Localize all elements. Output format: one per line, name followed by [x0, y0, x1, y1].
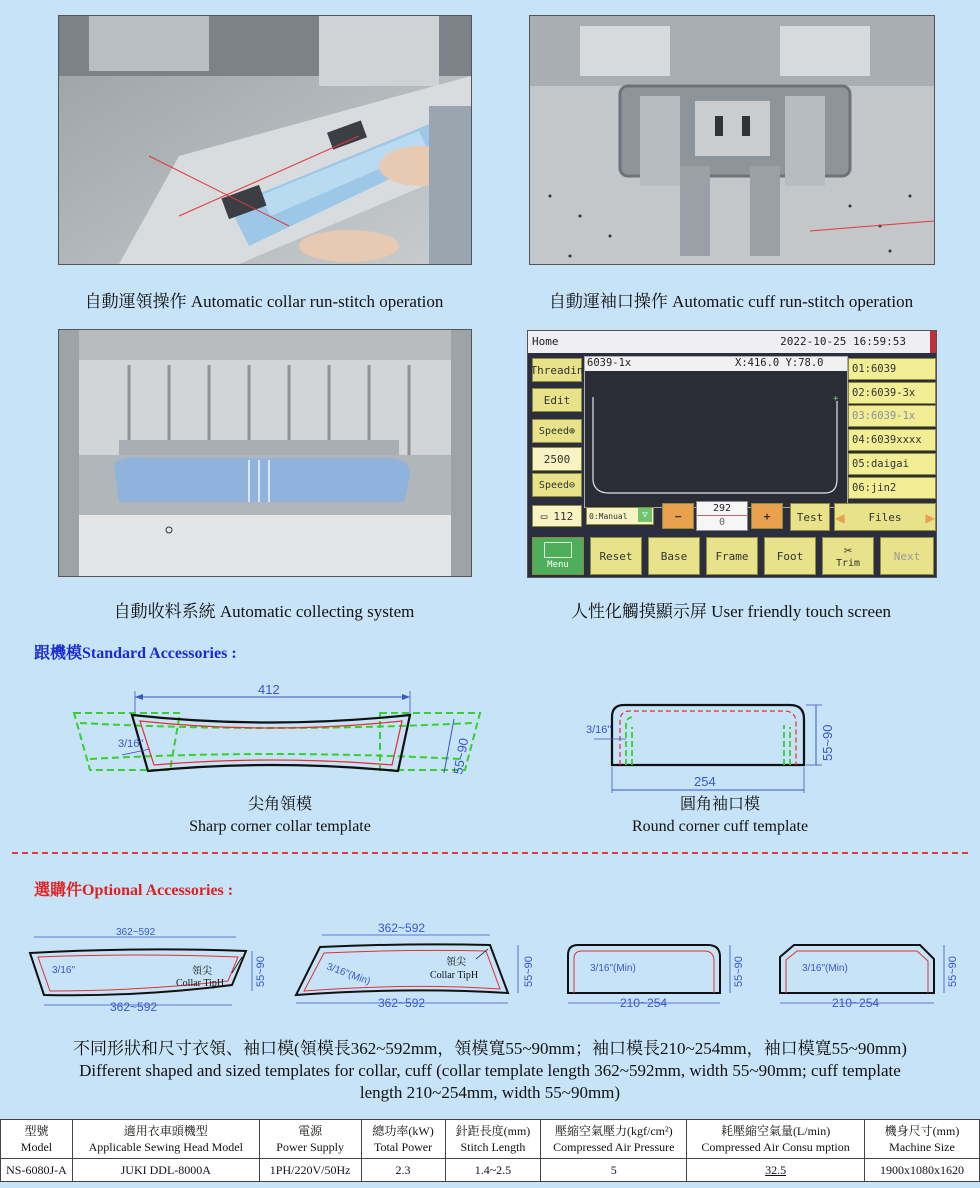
spec-cell-air-consumption: 32.5	[687, 1159, 865, 1182]
cuff-operation-photo	[529, 15, 935, 265]
hmi-counter-top: 292	[712, 503, 732, 514]
hmi-counter-bottom: 0	[697, 515, 747, 529]
hmi-count-value: 112	[553, 509, 574, 523]
hmi-base-button: Base	[648, 537, 700, 575]
hmi-file-2: 02:6039-3x	[848, 382, 936, 404]
standard-cuff-length-dim: 254	[694, 774, 716, 789]
sharp-collar-label-cn: 尖角領模	[247, 796, 312, 813]
hmi-speed-down-button	[532, 473, 582, 497]
opt4-width: 55~90	[947, 956, 959, 987]
opt1-bottom-length: 362~592	[110, 1000, 158, 1014]
standard-cuff-width-dim: 55~90	[820, 724, 835, 761]
optional-description-en-1: Different shaped and sized templates for collar, cuff (collar template length 362~592mm, width 55~90mm; cuff template	[79, 1061, 901, 1080]
hmi-next-button: Next	[880, 537, 934, 575]
opt1-seam: 3/16"	[52, 965, 76, 976]
spec-cell-total-power: 2.3	[361, 1159, 445, 1182]
hmi-counter-box	[696, 501, 748, 531]
hmi-files-nav	[834, 503, 936, 531]
hmi-menu-icon	[544, 542, 572, 558]
minus-icon: ⊖	[569, 479, 576, 491]
touch-screen-photo	[527, 330, 937, 578]
hmi-reset-button: Reset	[590, 537, 642, 575]
hmi-pattern-trace	[585, 371, 847, 507]
collecting-system-caption: 自動收料系統 Automatic collecting system	[113, 602, 415, 621]
hmi-pattern-header	[585, 357, 847, 371]
hmi-plus-icon: +	[763, 509, 771, 523]
touch-screen-caption: 人性化觸摸顯示屏 User friendly touch screen	[570, 602, 892, 621]
cuff-photo-illustration	[530, 16, 934, 264]
hmi-datetime: 2022-10-25 16:59:53	[780, 335, 906, 348]
optional-description-cn: 不同形狀和尺寸衣領、袖口模(領模長362~592mm，領模寬55~90mm；袖口模長210~254mm，袖口模寬55~90mm)	[73, 1039, 907, 1058]
hmi-speed-down-label: Speed	[538, 479, 570, 491]
hmi-file-3: 03:6039-1x	[848, 405, 936, 427]
hmi-trim-label: Trim	[835, 557, 861, 569]
hmi-mode-select	[586, 507, 654, 525]
hmi-file-4: 04:6039xxxx	[848, 429, 936, 451]
spec-header-model: 型號 Model	[1, 1120, 73, 1159]
hmi-red-corner	[930, 331, 936, 353]
optional-template-3	[568, 945, 745, 1010]
chevron-down-icon: ▽	[638, 508, 652, 522]
optional-accessories-title: 選購件Optional Accessories :	[34, 882, 234, 899]
opt3-length: 210~254	[620, 996, 668, 1010]
hmi-file-1: 01:6039	[848, 358, 936, 380]
spec-header-air-pressure: 壓縮空氣壓力(kgf/cm²) Compressed Air Pressure	[541, 1120, 687, 1159]
spec-cell-model: NS-6080J-A	[1, 1159, 73, 1182]
standard-accessories-title: 跟機模Standard Accessories :	[34, 645, 237, 662]
optional-template-2	[296, 921, 535, 1010]
hmi-home-label: Home	[532, 335, 559, 348]
hmi-file-5: 05:daigai	[848, 453, 936, 475]
hmi-menu-label: Menu	[547, 560, 569, 570]
round-cuff-label-cn: 圓角袖口模	[679, 796, 760, 813]
hmi-top-bar	[528, 331, 936, 353]
collar-photo-illustration	[59, 16, 471, 264]
opt2-width: 55~90	[523, 956, 535, 987]
opt2-tip-en: Collar TipH	[430, 970, 479, 981]
hmi-pattern-canvas	[584, 356, 848, 508]
spec-cell-air-pressure: 5	[541, 1159, 687, 1182]
hmi-test-button: Test	[790, 503, 830, 531]
round-cuff-template-drawing	[580, 695, 840, 795]
hmi-decrement-button	[662, 503, 694, 529]
hmi-mode-value: 0:Manual	[589, 511, 628, 521]
spec-cell-power-supply: 1PH/220V/50Hz	[259, 1159, 361, 1182]
hmi-speed-up-button	[532, 419, 582, 443]
standard-collar-seam-dim: 3/16"	[118, 738, 144, 750]
opt1-top-length: 362~592	[116, 927, 156, 938]
opt1-tip-en: Collar TipH	[176, 978, 225, 989]
sharp-collar-template-drawing	[60, 675, 500, 795]
hmi-minus-icon: −	[674, 509, 682, 523]
spec-header-stitch-length: 針距長度(mm) Stitch Length	[445, 1120, 541, 1159]
spec-header-air-consumption: 耗壓縮空氣量(L/min) Compressed Air Consu mption	[687, 1120, 865, 1159]
hmi-frame-button: Frame	[706, 537, 758, 575]
cuff-operation-caption: 自動運袖口操作 Automatic cuff run-stitch operation	[548, 292, 914, 311]
spec-table	[0, 1119, 980, 1182]
spec-header-row	[1, 1120, 980, 1159]
optional-templates-drawing	[0, 915, 980, 1015]
hmi-trim-button	[822, 537, 874, 575]
section-divider	[12, 852, 968, 854]
opt2-tip-cn: 領尖	[446, 957, 466, 968]
opt1-tip-cn: 領尖	[192, 966, 212, 977]
standard-collar-length-dim: 412	[258, 682, 280, 697]
scissors-icon: ✂	[843, 542, 853, 559]
hmi-speed-value: 2500	[532, 447, 582, 471]
opt2-top-length: 362~592	[378, 921, 426, 935]
chevron-left-icon: ◀	[835, 507, 845, 527]
sharp-collar-label-en: Sharp corner collar template	[189, 818, 371, 835]
spec-header-machine-size: 機身尺寸(mm) Machine Size	[864, 1120, 979, 1159]
spec-cell-stitch-length: 1.4~2.5	[445, 1159, 541, 1182]
spec-cell-machine-size: 1900x1080x1620	[864, 1159, 979, 1182]
collar-operation-caption: 自動運領操作 Automatic collar run-stitch operation	[84, 292, 444, 311]
spec-header-total-power: 總功率(kW) Total Power	[361, 1120, 445, 1159]
hmi-count-icon: ▭	[540, 509, 548, 523]
hmi-files-label: Files	[868, 510, 902, 524]
collar-operation-photo	[58, 15, 472, 265]
optional-description	[20, 1038, 960, 1104]
hmi-coords: X:416.0 Y:78.0	[735, 357, 824, 369]
round-cuff-label-en: Round corner cuff template	[631, 818, 809, 835]
opt3-seam: 3/16"(Min)	[590, 963, 636, 974]
hmi-pattern-name: 6039-1x	[587, 357, 632, 369]
optional-template-1	[30, 927, 267, 1014]
opt2-bottom-length: 362~592	[378, 996, 426, 1010]
collecting-system-photo	[58, 329, 472, 577]
optional-description-en-2: length 210~254mm, width 55~90mm)	[359, 1083, 621, 1102]
spec-cell-sewing-head: JUKI DDL-8000A	[72, 1159, 259, 1182]
opt4-length: 210~254	[832, 996, 880, 1010]
opt3-width: 55~90	[733, 956, 745, 987]
hmi-threading-button: Threadin	[532, 358, 582, 382]
sharp-collar-label	[130, 794, 430, 838]
svg-text:+: +	[833, 394, 839, 404]
round-cuff-label	[570, 794, 870, 838]
opt1-width: 55~90	[255, 956, 267, 987]
chevron-right-icon: ▶	[925, 507, 935, 527]
spec-header-sewing-head: 適用衣車頭機型 Applicable Sewing Head Model	[72, 1120, 259, 1159]
plus-icon: ⊕	[569, 425, 576, 437]
standard-cuff-seam-dim: 3/16"	[586, 724, 612, 736]
hmi-count	[532, 505, 582, 527]
optional-template-4	[780, 945, 959, 1010]
standard-collar-width-dim: 55~90	[450, 736, 472, 776]
hmi-edit-button: Edit	[532, 388, 582, 412]
hmi-file-6: 06:jin2	[848, 477, 936, 499]
opt4-seam: 3/16"(Min)	[802, 963, 848, 974]
hmi-increment-button	[751, 503, 783, 529]
hmi-speed-up-label: Speed	[538, 425, 570, 437]
opt2-seam: 3/16"(Min)	[324, 961, 372, 988]
hmi-foot-button: Foot	[764, 537, 816, 575]
spec-header-power-supply: 電源 Power Supply	[259, 1120, 361, 1159]
spec-data-row	[1, 1159, 980, 1182]
collecting-photo-illustration	[59, 330, 471, 576]
hmi-menu-button	[532, 537, 584, 575]
